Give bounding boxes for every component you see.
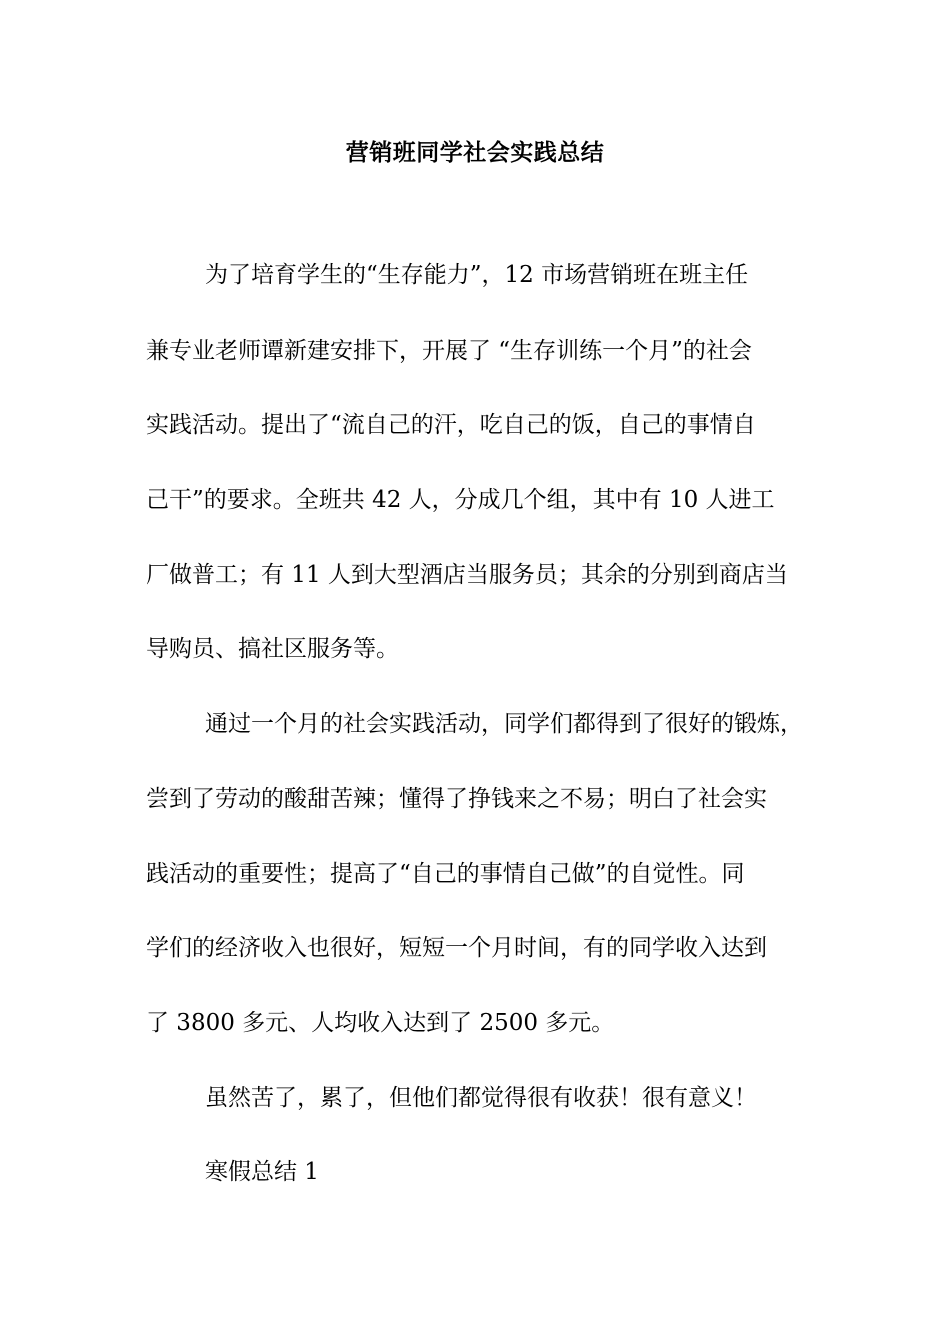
paragraph-2-line-1: 通过一个月的社会实践活动，同学们都得到了很好的锻炼，: [205, 711, 803, 737]
paragraph-1-line-5: 厂做普工；有 11 人到大型酒店当服务员；其余的分别到商店当: [146, 562, 788, 588]
paragraph-2-line-3: 践活动的重要性；提高了“自己的事情自己做”的自觉性。同: [146, 861, 745, 887]
paragraph-1-line-2: 兼专业老师谭新建安排下，开展了 “生存训练一个月”的社会: [146, 338, 752, 364]
paragraph-2-line-4: 学们的经济收入也很好，短短一个月时间，有的同学收入达到: [146, 935, 767, 961]
paragraph-3-line-1: 虽然苦了，累了，但他们都觉得很有收获！很有意义！: [205, 1085, 757, 1111]
paragraph-1-line-4: 己干”的要求。全班共 42 人，分成几个组，其中有 10 人进工: [146, 487, 775, 513]
document-title: 营销班同学社会实践总结: [345, 139, 605, 166]
paragraph-1-line-1: 为了培育学生的“生存能力”，12 市场营销班在班主任: [205, 262, 749, 288]
paragraph-2-line-2: 尝到了劳动的酸甜苦辣；懂得了挣钱来之不易；明白了社会实: [146, 786, 767, 812]
paragraph-2-line-5: 了 3800 多元、人均收入达到了 2500 多元。: [146, 1010, 615, 1036]
paragraph-1-line-6: 导购员、搞社区服务等。: [146, 636, 399, 662]
section-heading: 寒假总结 1: [205, 1159, 319, 1185]
paragraph-1-line-3: 实践活动。提出了“流自己的汗，吃自己的饭，自己的事情自: [146, 412, 756, 438]
